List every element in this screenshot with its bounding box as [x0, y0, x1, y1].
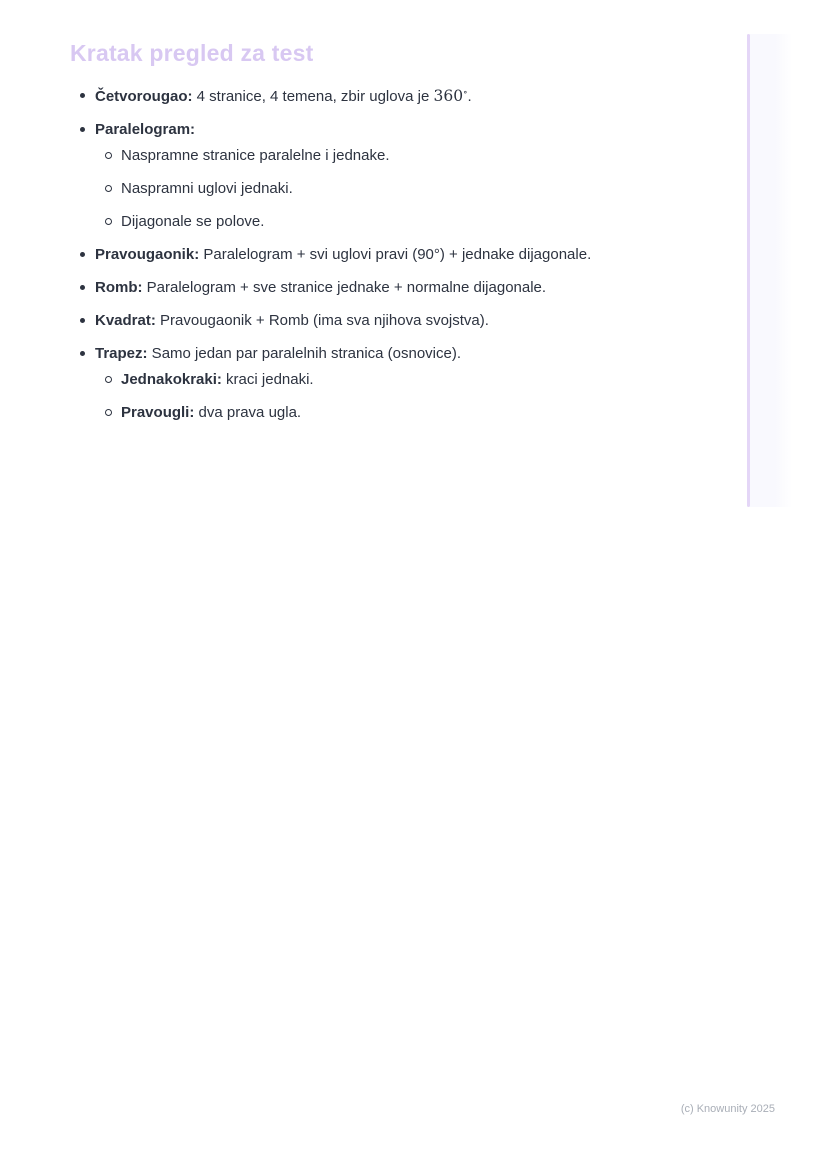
page-title: Kratak pregled za test — [70, 40, 314, 66]
paralelogram-sublist — [95, 144, 595, 234]
sublist-item — [121, 368, 595, 392]
term-label: Pravougaonik: — [95, 246, 200, 263]
list-item-cetvorougao — [95, 84, 595, 109]
sublist-item — [121, 210, 595, 234]
list-item-paralelogram — [95, 118, 595, 234]
trapez-sublist — [95, 368, 595, 425]
term-label: Pravougli: — [121, 404, 195, 421]
list-item-trapez — [95, 342, 595, 425]
degree-symbol: ∘ — [463, 88, 468, 98]
item-text: Samo jedan par paralelnih stranica (osnovice). — [147, 345, 462, 362]
sublist-item — [121, 177, 595, 201]
right-edge-panel — [750, 34, 792, 507]
item-text: dva prava ugla. — [194, 404, 302, 421]
term-label: Paralelogram: — [95, 121, 196, 138]
term-label: Trapez: — [95, 345, 148, 362]
item-text-after: . — [467, 88, 472, 105]
list-item-romb — [95, 276, 595, 300]
item-text: kraci jednaki. — [221, 371, 314, 388]
item-text: Pravougaonik + Romb (ima sva njihova svojstva). — [155, 312, 489, 329]
summary-list — [70, 84, 595, 425]
item-text: 4 stranice, 4 temena, zbir uglova je — [192, 88, 434, 105]
item-text: Naspramne stranice paralelne i jednake. — [121, 147, 390, 164]
item-text: Naspramni uglovi jednaki. — [121, 180, 293, 197]
item-text: Paralelogram + svi uglovi pravi (90°) + jednake dijagonale. — [199, 246, 592, 263]
item-text: Paralelogram + sve stranice jednake + normalne dijagonale. — [142, 279, 547, 296]
math-value: 360 — [433, 87, 464, 105]
term-label: Jednakokraki: — [121, 371, 222, 388]
sublist-item — [121, 401, 595, 425]
term-label: Četvorougao: — [95, 88, 193, 105]
term-label: Romb: — [95, 279, 143, 296]
copyright-footer: (c) Knowunity 2025 — [680, 1103, 775, 1115]
sublist-item — [121, 144, 595, 168]
list-item-pravougaonik — [95, 243, 595, 267]
term-label: Kvadrat: — [95, 312, 156, 329]
item-text: Dijagonale se polove. — [121, 213, 265, 230]
list-item-kvadrat — [95, 309, 595, 333]
